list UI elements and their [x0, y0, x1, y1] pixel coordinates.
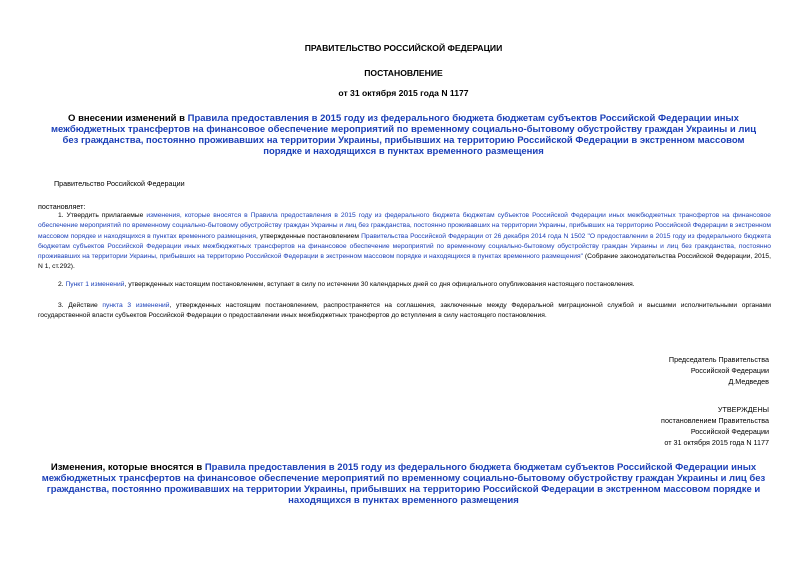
paragraph-2 [38, 280, 771, 290]
approval-date-number: от 31 октября 2015 года N 1177 [664, 438, 769, 447]
changes-title-prefix: Изменения, которые вносятся в [50, 462, 205, 473]
item-3-changes-link[interactable]: пункта 3 изменений [102, 302, 170, 309]
paragraph-1-prefix: 1. Утвердить прилагаемые [58, 212, 147, 219]
signature-name: Д.Медведев [728, 377, 769, 386]
changes-link[interactable]: изменения, которые вносятся в Правила предоставления в 2015 году из федерального бюджета бюджетам субъектов Российской Федерации иных межбюджетных трансфертов на финансовое обеспечение мероприятий по временному социально-бытовому обустройству граждан Украины и лиц без гражданства, постоянно проживавших на территории Украины, прибывших на территорию Российской Федерации в экстренном массовом порядке и находящихся в пунктах временного размещения [38, 212, 772, 240]
paragraph-3-prefix: 3. Действие [58, 302, 103, 309]
paragraph-1-suffix: (Собрание законодательства Российской Федерации, 2015, N 1, ст.292). [38, 253, 771, 271]
government-header: ПРАВИТЕЛЬСТВО РОССИЙСКОЙ ФЕДЕРАЦИИ [304, 43, 503, 53]
signature-block [669, 354, 769, 387]
approval-country: Российской Федерации [690, 427, 769, 436]
intro-decrees: постановляет: [38, 202, 86, 211]
paragraph-3 [38, 301, 771, 322]
changes-title [38, 462, 769, 506]
document-type: ПОСТАНОВЛЕНИЕ [364, 68, 443, 78]
approval-label: УТВЕРЖДЕНЫ [717, 405, 769, 414]
signature-position: Председатель Правительства [668, 355, 769, 364]
resolution-1502-link[interactable]: Правительства Российской Федерации от 26 декабря 2014 года N 1502 "О предоставлении в 2015 году из федерального бюджета бюджетам субъектов Российской Федерации иных межбюджетных трансфертов на финансовое обеспечение мероприятий по временному социально-бытовому обустройству граждан Украины и лиц без гражданства, постоянно проживавших на территории Украины, прибывших на территорию Российской Федерации в экстренном массовом порядке и находящихся в пунктах временного размещения" [38, 232, 771, 261]
item-1-changes-link[interactable]: Пункт 1 изменений [65, 281, 125, 288]
intro-government: Правительство Российской Федерации [54, 179, 185, 188]
paragraph-2-suffix: , утвержденных настоящим постановлением, вступает в силу по истечении 30 календарных дней со дня официального опубликования настоящего постановления. [124, 281, 635, 288]
signature-country: Российской Федерации [690, 366, 769, 375]
approval-by: постановлением Правительства [661, 416, 769, 425]
decree-title-prefix: О внесении изменений в [68, 113, 188, 124]
changes-rules-link[interactable]: Правила предоставления в 2015 году из федерального бюджета бюджетам субъектов Российской Федерации иных межбюджетных трансфертов на финансовое обеспечение мероприятий по временному социально-бытовому обустройству граждан Украины и лиц без гражданства, постоянно проживавших на территории Украины, прибывших на территорию Российской Федерации в экстренном массовом порядке и находящихся в пунктах временного размещения [41, 462, 766, 506]
paragraph-1-middle: , утвержденные постановлением [256, 232, 362, 240]
document-date-number: от 31 октября 2015 года N 1177 [338, 88, 469, 98]
rules-link[interactable]: Правила предоставления в 2015 году из федерального бюджета бюджетам субъектов Российской Федерации иных межбюджетных трансфертов на финансовое обеспечение мероприятий по временному социально-бытовому обустройству граждан Украины и лиц без гражданства, постоянно проживавших на территории Украины, прибывших на территорию Российской Федерации в экстренном массовом порядке и находящихся в пунктах временного размещения [50, 113, 757, 157]
approval-block [661, 404, 769, 448]
paragraph-3-suffix: , утвержденных настоящим постановлением, распространяется на соглашения, заключенные между Федеральной миграционной службой и высшими исполнительными органами государственной власти субъектов Российской Федерации о предоставлении иных межбюджетных трансфертов до вступления в силу настоящего постановления. [38, 302, 771, 320]
decree-title [46, 113, 761, 157]
paragraph-2-prefix: 2. [58, 281, 66, 288]
paragraph-1 [38, 211, 771, 273]
